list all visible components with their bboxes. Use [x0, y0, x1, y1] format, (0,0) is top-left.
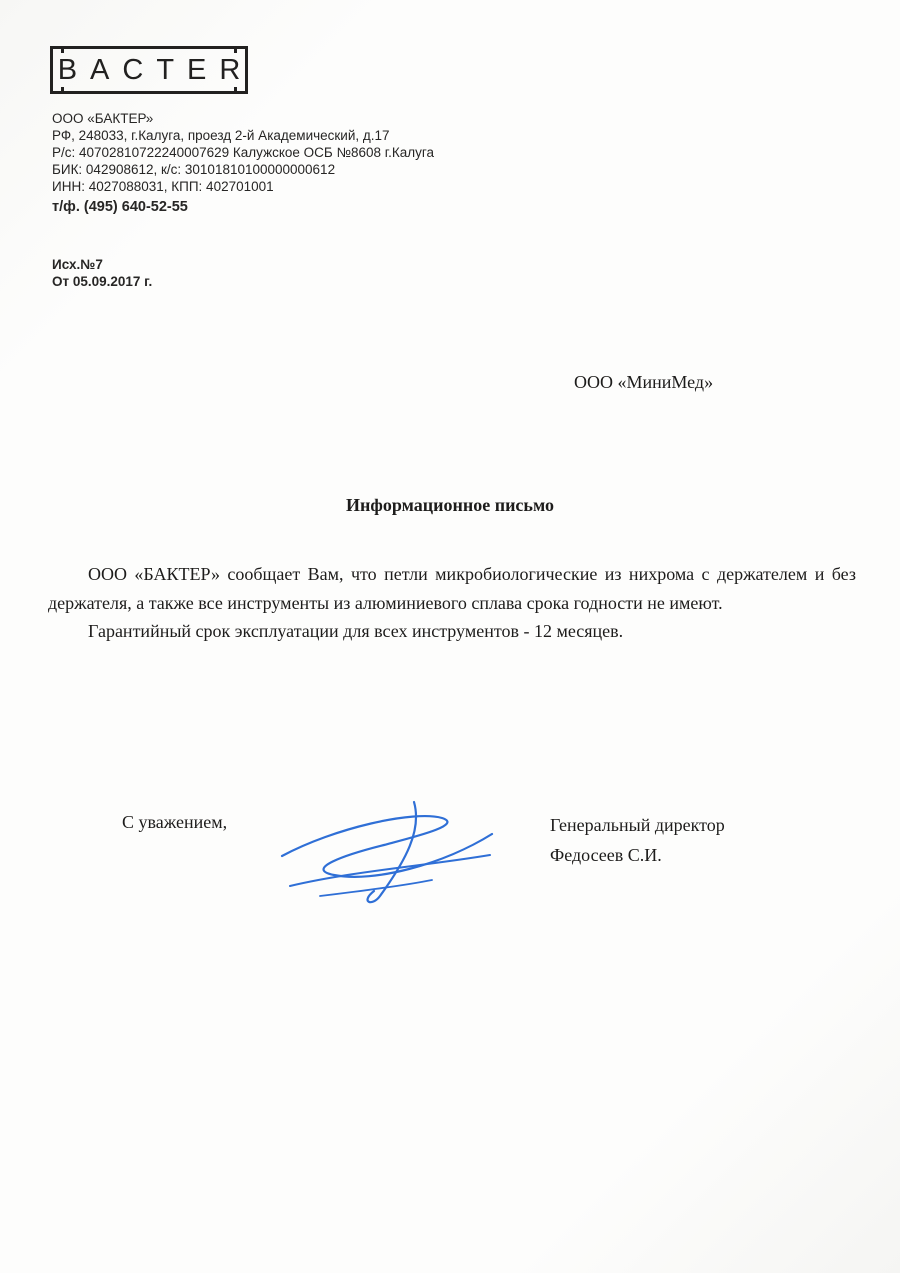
signatory-position: Генеральный директор: [550, 815, 725, 835]
signature-stroke: [320, 880, 432, 896]
ref-number: Исх.№7: [52, 257, 103, 272]
company-bank-account: Р/с: 40702810722240007629 Калужское ОСБ №8608 г.Калуга: [52, 145, 434, 160]
company-phone: т/ф. (495) 640-52-55: [52, 199, 188, 215]
company-logo: [50, 46, 254, 94]
recipient: ООО «МиниМед»: [574, 372, 714, 392]
body-paragraph: Гарантийный срок эксплуатации для всех инструментов - 12 месяцев.: [88, 621, 624, 641]
company-address: РФ, 248033, г.Калуга, проезд 2-й Академический, д.17: [52, 128, 390, 143]
logo-corner-tick: [234, 46, 237, 53]
letter-body: [48, 560, 856, 646]
ref-block: [52, 256, 152, 290]
company-name: ООО «БАКТЕР»: [52, 111, 154, 126]
signatory-name: Федосеев С.И.: [550, 845, 662, 865]
salutation: С уважением,: [122, 812, 228, 832]
logo-corner-tick: [234, 87, 237, 94]
logo-corner-tick: [61, 46, 64, 53]
letter-title: Информационное письмо: [346, 495, 554, 515]
logo-corner-tick: [61, 87, 64, 94]
ref-date: От 05.09.2017 г.: [52, 274, 153, 289]
signature-image: [262, 792, 522, 912]
company-inn-kpp: ИНН: 4027088031, КПП: 402701001: [52, 179, 274, 194]
logo-text: BACTER: [57, 53, 254, 86]
company-info-block: [52, 110, 434, 216]
signatory-block: [550, 810, 725, 870]
body-paragraph: ООО «БАКТЕР» сообщает Вам, что петли микробиологические из нихрома с держателем и без держателя, а также все инструменты из алюминиевого сплава срока годности не имеют.: [48, 564, 856, 613]
signature-stroke: [282, 816, 492, 877]
company-bik: БИК: 042908612, к/с: 30101810100000000612: [52, 162, 336, 177]
